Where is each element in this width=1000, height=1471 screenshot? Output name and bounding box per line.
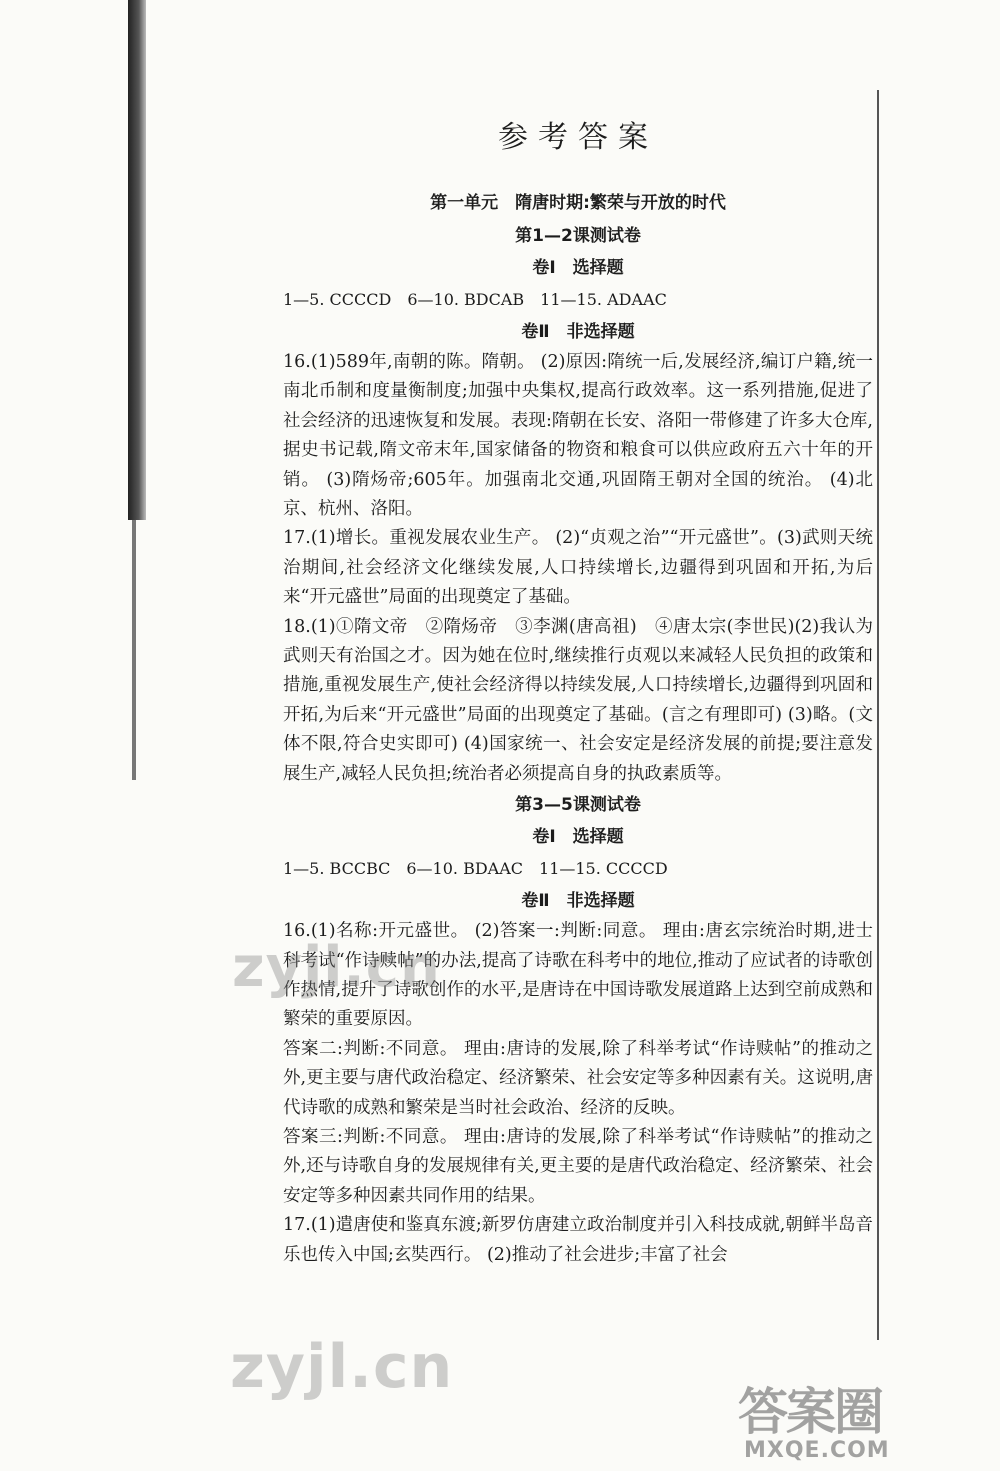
section-heading-nonchoice: 卷Ⅱ 非选择题 bbox=[521, 322, 635, 342]
test-heading: 第3—5课测试卷 bbox=[515, 795, 641, 816]
watermark-logo bbox=[738, 1372, 978, 1468]
test-block-2 bbox=[283, 789, 873, 1270]
logo-text: 答案圈 bbox=[738, 1383, 882, 1441]
answer-q16-part-c: 答案三:判断:不同意。 理由:唐诗的发展,除了科举考试“作诗赎帖”的推动之外,还与诗歌自身的发展规律有关,更主要的是唐代政治稳定、经济繁荣、社会安定等多种因素共同作用的结果。 bbox=[283, 1126, 873, 1206]
page-title: 参考答案 bbox=[498, 120, 658, 155]
page-edge-rule bbox=[877, 90, 879, 1340]
test-block-1 bbox=[283, 220, 873, 789]
test-heading: 第1—2课测试卷 bbox=[515, 226, 641, 246]
section-heading-nonchoice: 卷Ⅱ 非选择题 bbox=[521, 891, 635, 912]
answer-q16-part-a: 16.(1)名称:开元盛世。 (2)答案一:判断:同意。 理由:唐玄宗统治时期,进士科考试“作诗赎帖”的办法,提高了诗歌在科考中的地位,推动了应试者的诗歌创作热情,提升了诗歌创作的水平,是唐诗在中国诗歌发展道路上达到空前成熟和繁荣的重要原因。 bbox=[283, 921, 873, 1030]
section-heading-choice: 卷Ⅰ 选择题 bbox=[532, 827, 624, 848]
multiple-choice-answers: 1—5. BCCBC 6—10. BDAAC 11—15. CCCCD bbox=[283, 859, 668, 879]
section-heading-choice: 卷Ⅰ 选择题 bbox=[532, 258, 624, 278]
watermark-text: zyjl.cn bbox=[230, 1332, 454, 1402]
answer-q16-part-b: 答案二:判断:不同意。 理由:唐诗的发展,除了科举考试“作诗赎帖”的推动之外,更主要与唐代政治稳定、经济繁荣、社会安定等多种因素有关。这说明,唐代诗歌的成熟和繁荣是当时社会政治、经济的反映。 bbox=[283, 1038, 873, 1118]
binding-shadow-lower bbox=[132, 520, 136, 780]
unit-heading: 第一单元 隋唐时期:繁荣与开放的时代 bbox=[430, 193, 726, 213]
answer-page bbox=[283, 100, 873, 1270]
answer-q18: 18.(1)①隋文帝 ②隋炀帝 ③李渊(唐高祖) ④唐太宗(李世民)(2)我认为武则天有治国之才。因为她在位时,继续推行贞观以来减轻人民负担的政策和措施,重视发展生产,使社会经济得以持续发展,人口持续增长,边疆得到巩固和开拓,为后来“开元盛世”局面的出现奠定了基础。(言之有理即可) (3)略。(文体不限,符合史实即可) (4)国家统一、社会安定是经济发展的前提;要注意发展生产,减轻人民负担;统治者必须提高自身的执政素质等。 bbox=[283, 616, 873, 784]
watermark-text: zyjl.cn bbox=[232, 935, 441, 1000]
answer-q16: 16.(1)589年,南朝的陈。隋朝。 (2)原因:隋统一后,发展经济,编订户籍,统一南北币制和度量衡制度;加强中央集权,提高行政效率。这一系列措施,促进了社会经济的迅速恢复和发展。表现:隋朝在长安、洛阳一带修建了许多大仓库,据史书记载,隋文帝末年,国家储备的物资和粮食可以供应政府五六十年的开销。 (3)隋炀帝;605年。加强南北交通,巩固隋王朝对全国的统治。 (4)北京、杭州、洛阳。 bbox=[283, 352, 873, 520]
logo-site: MXQE.COM bbox=[744, 1438, 890, 1463]
answer-q17: 17.(1)遣唐使和鉴真东渡;新罗仿唐建立政治制度并引入科技成就,朝鲜半岛音乐也传入中国;玄奘西行。 (2)推动了社会进步;丰富了社会 bbox=[283, 1215, 873, 1265]
binding-shadow bbox=[128, 0, 146, 520]
multiple-choice-answers: 1—5. CCCCD 6—10. BDCAB 11—15. ADAAC bbox=[283, 290, 667, 309]
answer-q17: 17.(1)增长。重视发展农业生产。 (2)“贞观之治”“开元盛世”。(3)武则天统治期间,社会经济文化继续发展,人口持续增长,边疆得到巩固和开拓,为后来“开元盛世”局面的出现奠定了基础。 bbox=[283, 528, 873, 608]
